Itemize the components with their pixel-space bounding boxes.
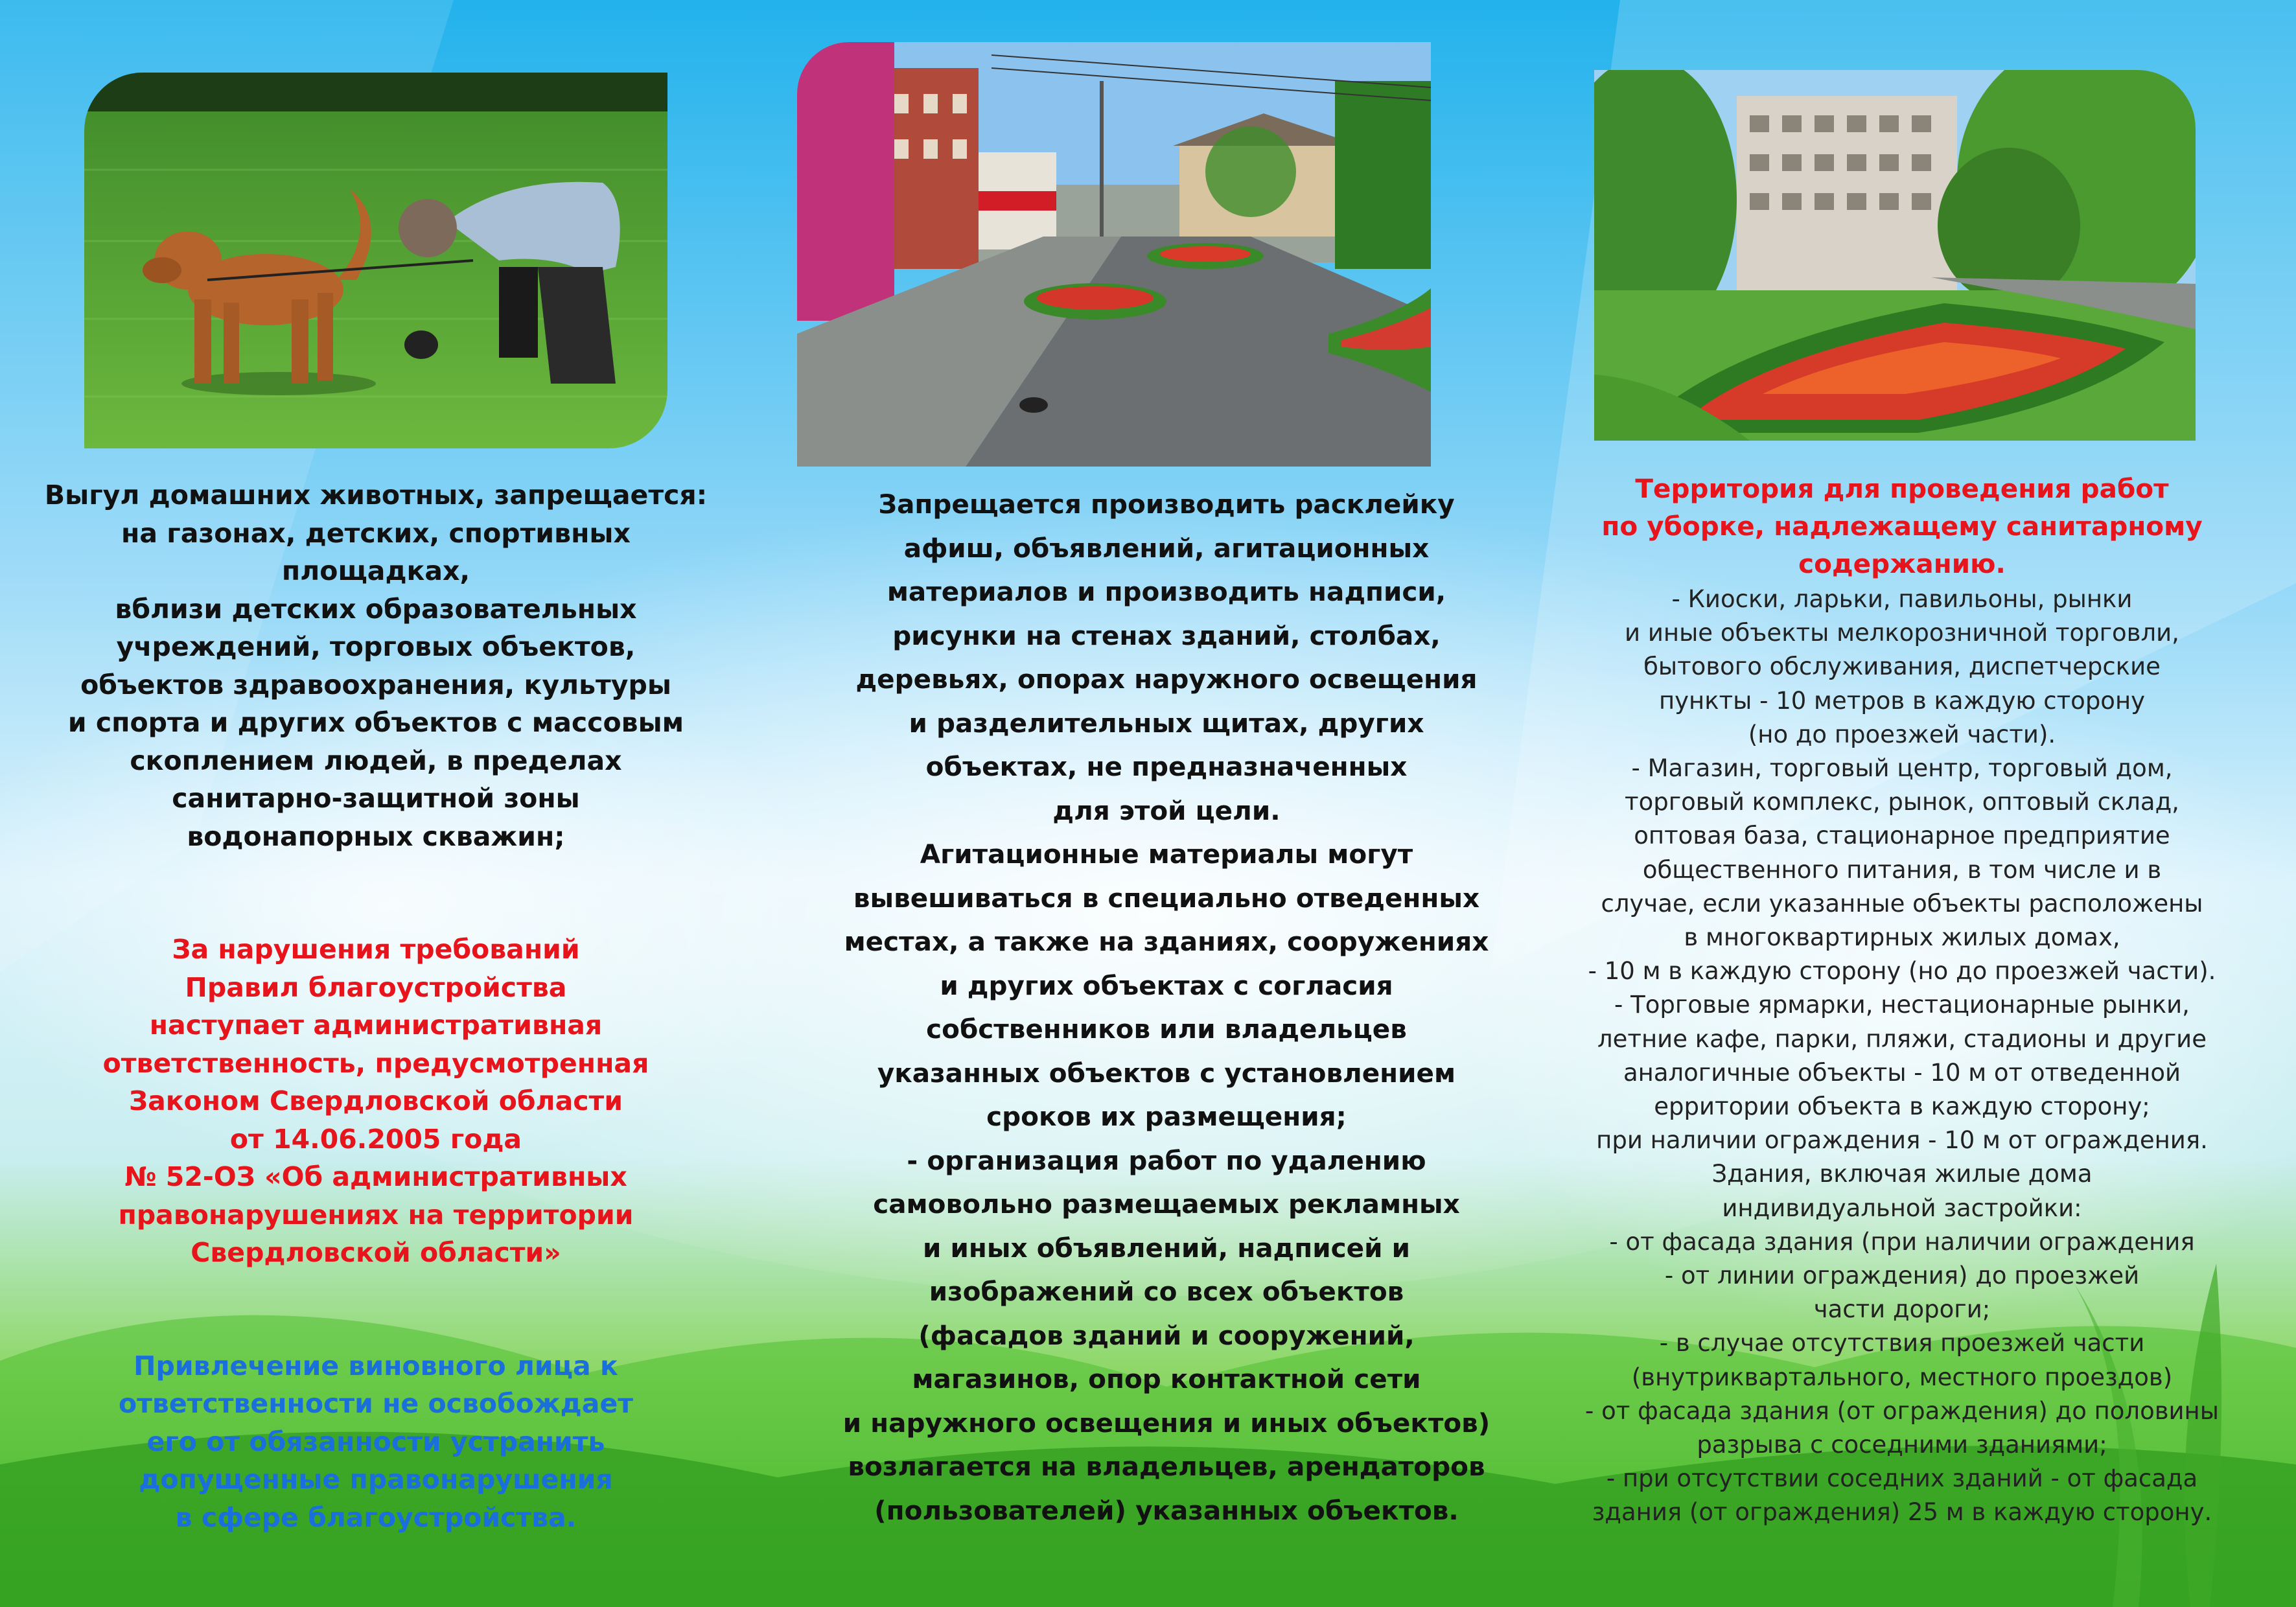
text-line: собственников или владельцев	[926, 1013, 1407, 1045]
text-line: Законом Свердловской области	[128, 1085, 623, 1116]
text-line: (внутриквартального, местного проездов)	[1631, 1363, 2173, 1391]
text-line: - в случае отсутствия проезжей части	[1659, 1329, 2145, 1358]
text-line: наступает административная	[149, 1010, 603, 1041]
text-line: Свердловской области»	[191, 1237, 561, 1268]
text-line: - организация работ по удалению	[907, 1144, 1426, 1176]
text-line: Запрещается производить расклейку	[878, 489, 1455, 520]
right-column	[1542, 470, 2262, 1530]
text-line: правонарушениях на территории	[118, 1199, 634, 1231]
text-line: в многоквартирных жилых домах,	[1684, 923, 2120, 952]
street-flowerbeds-photo	[797, 42, 1431, 467]
text-line: общественного питания, в том числе и в	[1642, 855, 2162, 884]
text-line: объектов здравоохранения, культуры	[80, 669, 671, 700]
text-line: летние кафе, парки, пляжи, стадионы и другие	[1597, 1024, 2207, 1053]
text-line: указанных объектов с установлением	[877, 1057, 1456, 1089]
text-line: и спорта и других объектов с массовым	[67, 707, 684, 738]
text-line: части дороги;	[1813, 1295, 1991, 1324]
text-line: Территория для проведения работ	[1635, 473, 2169, 504]
text-line: ерритории объекта в каждую сторону;	[1654, 1093, 2150, 1121]
text-line: Правил благоустройства	[185, 971, 567, 1003]
text-line: оптовая база, стационарное предприятие	[1634, 822, 2170, 850]
text-line: Здания, включая жилые дома	[1711, 1160, 2093, 1188]
text-line: на газонах, детских, спортивных площадках,	[121, 517, 631, 586]
text-line: - при отсутствии соседних зданий - от фасада	[1606, 1464, 2198, 1493]
text-line: учреждений, торговых объектов,	[116, 631, 636, 662]
text-line: изображений со всех объектов	[929, 1276, 1404, 1307]
text-line: вблизи детских образовательных	[115, 593, 637, 625]
text-line: здания (от ограждения) 25 м в каждую сторону.	[1592, 1498, 2212, 1527]
text-line: и иные объекты мелкорозничной торговли,	[1625, 619, 2179, 647]
text-line: ответственности не освобождает	[118, 1388, 634, 1419]
text-line: ответственность, предусмотренная	[102, 1047, 649, 1079]
dog-walking-photo	[84, 73, 667, 448]
text-line: разрыва с соседними зданиями;	[1697, 1431, 2107, 1459]
text-line: деревьях, опорах наружного освещения	[855, 664, 1478, 695]
text-line: Выгул домашних животных, запрещается:	[44, 480, 708, 511]
text-line: (но до проезжей части).	[1748, 720, 2056, 748]
text-line: - от линии ограждения) до проезжей	[1664, 1262, 2140, 1290]
text-line: аналогичные объекты - 10 м от отведенной	[1623, 1058, 2181, 1087]
cleaning-territory-rules	[1542, 583, 2262, 1530]
text-line: содержанию.	[1798, 548, 2006, 579]
text-line: в сфере благоустройства.	[175, 1501, 577, 1533]
text-line: пункты - 10 метров в каждую сторону	[1658, 686, 2146, 715]
text-line: для этой цели.	[1052, 794, 1281, 826]
text-line: (фасадов зданий и сооружений,	[918, 1319, 1415, 1351]
left-column	[26, 476, 726, 1536]
text-line: возлагается на владельцев, арендаторов	[848, 1451, 1485, 1482]
text-line: скоплением людей, в пределах	[130, 745, 622, 776]
text-line: объектах, не предназначенных	[925, 751, 1408, 782]
text-line: За нарушения требований	[172, 934, 580, 965]
text-line: санитарно-защитной зоны	[172, 783, 580, 814]
text-line: местах, а также на зданиях, сооружениях	[844, 926, 1489, 957]
text-line: (пользователей) указанных объектов.	[874, 1494, 1459, 1526]
text-line: - Торговые ярмарки, нестационарные рынки,	[1614, 991, 2190, 1019]
text-line: по уборке, надлежащему санитарному	[1601, 511, 2203, 542]
text-line: Привлечение виновного лица к	[133, 1350, 618, 1382]
text-line: бытового обслуживания, диспетчерские	[1643, 653, 2161, 681]
text-line: случае, если указанные объекты расположены	[1601, 889, 2203, 918]
text-line: индивидуальной застройки:	[1722, 1194, 2082, 1222]
text-line: - Киоски, ларьки, павильоны, рынки	[1671, 585, 2133, 613]
text-line: - Магазин, торговый центр, торговый дом,	[1631, 754, 2173, 783]
pet-walking-restrictions	[26, 476, 726, 855]
text-line: от 14.06.2005 года	[229, 1123, 522, 1155]
text-line: вывешиваться в специально отведенных	[853, 882, 1480, 914]
text-line: - от фасада здания (от ограждения) до половины	[1585, 1396, 2219, 1425]
middle-column	[765, 483, 1568, 1532]
liability-note	[26, 1347, 726, 1537]
text-line: Агитационные материалы могут	[920, 838, 1413, 870]
text-line: магазинов, опор контактной сети	[912, 1363, 1421, 1394]
text-line: при наличии ограждения - 10 м от ограждения.	[1596, 1126, 2208, 1155]
text-line: и наружного освещения и иных объектов)	[842, 1407, 1490, 1439]
text-line: и иных объявлений, надписей и	[923, 1232, 1410, 1264]
text-line: торговый комплекс, рынок, оптовый склад,	[1625, 788, 2179, 816]
text-line: самовольно размещаемых рекламных	[873, 1188, 1460, 1220]
cleaning-territory-heading	[1542, 470, 2262, 583]
text-line: материалов и производить надписи,	[887, 576, 1446, 607]
text-line: № 52-ОЗ «Об административных	[124, 1161, 627, 1192]
text-line: его от обязанности устранить	[146, 1426, 605, 1457]
park-flowerbed-photo	[1594, 70, 2196, 441]
penalty-notice	[26, 931, 726, 1272]
text-line: - 10 м в каждую сторону (но до проезжей части).	[1588, 957, 2216, 986]
text-line: сроков их размещения;	[986, 1101, 1347, 1132]
text-line: водонапорных скважин;	[187, 820, 565, 852]
posting-prohibition	[765, 483, 1568, 1532]
text-line: и разделительных щитах, других	[909, 707, 1424, 739]
text-line: афиш, объявлений, агитационных	[903, 532, 1430, 564]
text-line: рисунки на стенах зданий, столбах,	[892, 619, 1441, 651]
text-line: - от фасада здания (при наличии ограждения	[1609, 1227, 2195, 1256]
text-line: и других объектах с согласия	[940, 969, 1393, 1001]
text-line: допущенные правонарушения	[139, 1464, 613, 1495]
